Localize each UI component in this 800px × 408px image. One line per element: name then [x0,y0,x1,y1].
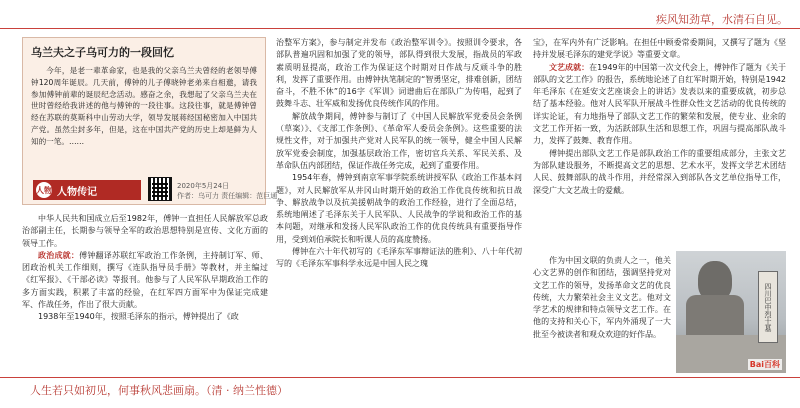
baidu-watermark: Bai百科 [749,360,780,369]
paragraph: 中华人民共和国成立后至1982年，傅钟一直担任人民解放军总政治部副主任，长期参与领导全军的政治思想特别是宣传、文化方面的领导工作。 [22,214,268,248]
feature-box[interactable] [22,37,278,205]
paragraph: 傅钟在六十年代初写的《毛泽东军事辩证法的胜利》、八十年代初写的《毛泽东军事科学永远是中国人民之瑰 [276,247,522,269]
footer-motto: 人生若只如初见，何事秋风悲画扇。（清 · 纳兰性德） [30,384,288,397]
brand-logo [33,180,141,200]
feature-title: 乌兰夫之子乌可力的一段回忆 [31,46,174,59]
feature-body: 今年，是老一辈革命家，也是我的父亲乌兰夫曾经的老领导傅钟120周年诞辰。几天前，傅钟的儿子傅晓钟老弟来自相邀，请我参加傅钟前辈的诞辰纪念活动。感奋之余，我想起了父亲乌兰夫在世时曾经给我讲述的他与傅钟的一段往事。这段往事，就是傅钟曾经在苏联的莫斯科中山劳动大学，领导发展蒋经国秘密加入中国共产党。虽然尘封多年，但是，这在中国共产党的历史上却是鲜为人知的一笔。…… [31,66,257,146]
paragraph [22,250,268,311]
plaque: 四川巴中烈士墓 [758,271,778,343]
section-lead-political: 政治成就： [38,250,80,260]
paragraph: 宝》，在军内外有广泛影响。在担任中顾委常委期间，又撰写了题为《坚持并发展毛泽东的建党学说》等重要文章。 [533,38,786,60]
paragraph: 傅钟提出部队文艺工作是部队政治工作的重要组成部分，主张文艺为部队建设服务，不断提高文艺的思想、艺术水平，发挥文学艺术团结人民、鼓舞部队的战斗作用，并经常深入到部队各文艺单位指导工作，深受广大文艺战士的爱戴。 [533,148,786,195]
paragraph-text: 在1949年的中国第一次文代会上，傅钟作了题为《关于部队的文艺工作》的报告，系统地论述了自红军时期开始，特别是1942年毛泽东《在延安文艺座谈会上的讲话》发表以来的重要成就，初步总结了基本经验。他对人民军队开展战斗性群众性文艺活动的优良传统的详实论证，有力地指导了部队文艺工作的繁荣和发展，使专业、业余的文艺工作开拓一致，为活跃部队生活和思想工作，巩固与提高部队战斗力，发挥了鼓舞、教育作用。 [533,62,786,146]
paragraph: 1954年春，傅钟到南京军事学院系统讲授军队《政治工作基本问题》，对人民解放军从井冈山时期开始的政治工作优良传统和抗日战争、解放战争以及抗美援朝战争的政治工作经验，进行了全面总结，系统地阐述了毛泽东关于人民军队、人民战争的学说和政治工作的基本问题，对继承和发扬人民军队政治工作的优良传统具有重要指导作用，受到刘伯承院长和听课人员的高度赞扬。 [276,173,522,244]
column-2 [276,37,522,373]
header-motto: 疾风知劲草，水清石自见。 [656,13,788,26]
paragraph: 治整军方案》，参与制定并发布《政治整军训令》。按照训令要求，各部队普遍巩固和加强了党的领导，部队得到很大发展，指战员的军政素质明显提高，政治工作为保证这个时期对日作战与反顽斗争的胜利，发挥了重要作用。由傅钟执笔制定的“智勇坚定，排难创新，团结奋斗，不胜不休”的16字《军训》词谱曲后在部队广为传唱，起到了鼓舞斗志、壮军威和发扬优良传统作风的作用。 [276,38,522,109]
brand-label: 人物传记 [57,186,97,198]
feature-date: 2020年5月24日 [177,182,230,190]
paragraph: 1938年至1940年，按照毛泽东的指示，傅钟提出了《政 [38,312,239,322]
column-3-wrap [533,255,671,373]
column-3 [533,37,786,249]
section-lead-arts: 文艺成就： [549,62,590,72]
feature-author: 作者：乌可力 责任编辑：范巨通 [177,192,278,200]
statue-photo [676,251,786,373]
column-1 [22,213,268,324]
statue-body [686,295,744,335]
paragraph-text: 傅钟翻译苏联红军政治工作条例，主持制订军、师、团政治机关工作细则，撰写《连队指导员手册》等教材，并主编过《红军报》、《干部必读》等报刊。他参与了人民军队早期政治工作的多方面实践，积累了丰富的经验，在红军四方面军中为保证完成建军、作战任务，作出了很大贡献。 [22,250,268,310]
footer-rule [0,377,800,378]
brand-logo-icon: 人物 [36,182,52,198]
paragraph: 解放战争期间，傅钟参与制订了《中国人民解放军党委员会条例（草案）》、《支部工作条例》、《革命军人委员会条例》。这些重要的法规性文件，对于加强共产党对人民军队的统一领导，健全中国人民解放军党委会制度，加强基层政治工作，密切官兵关系、军民关系、及革命队伍内部团结，保证作战任务完成，起到了重要作用。 [276,111,522,170]
paragraph: 作为中国文联的负责人之一，他关心文艺界的创作和团结，强调坚持党对文艺工作的领导，发扬革命文艺的优良传统，大力繁荣社会主义文艺。他对文学艺术的规律和特点领导文艺工作。在他的支持和关心下，军内外涌现了一大批至今被读者和观众欢迎的好作品。 [533,256,671,339]
paragraph [533,62,786,148]
qr-code-icon [149,178,171,200]
header-rule [0,28,800,29]
